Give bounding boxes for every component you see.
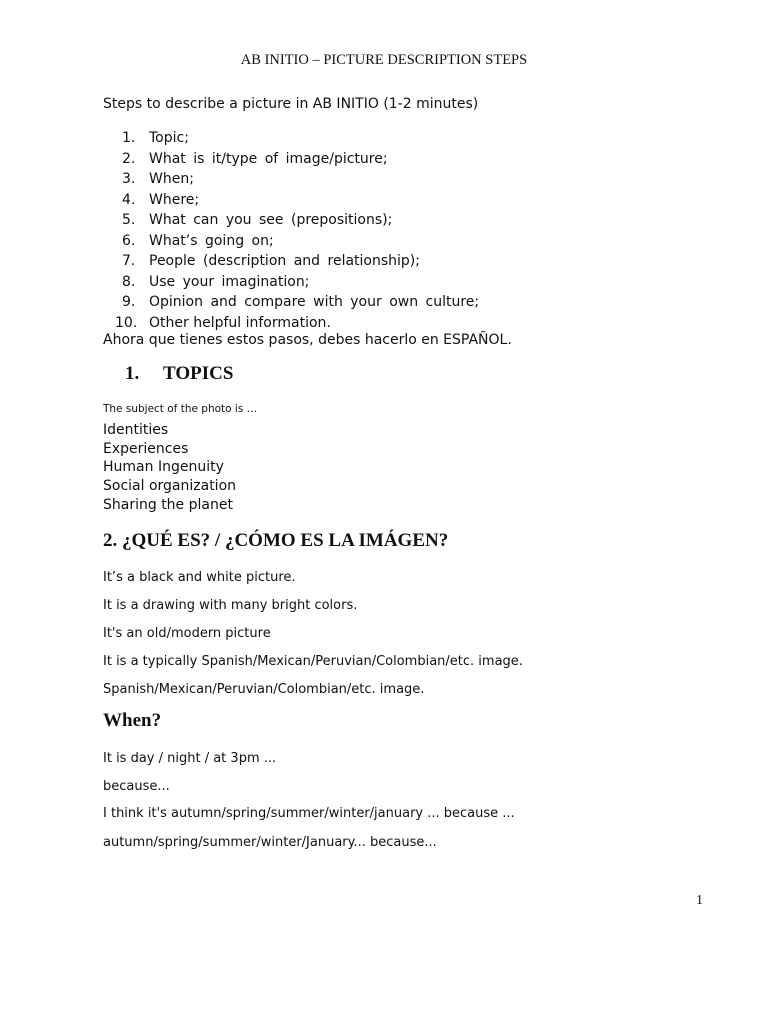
list-item: 9. Opinion and compare with your own culture; — [122, 294, 480, 310]
list-item: 10. Other helpful information. — [115, 314, 331, 331]
subject-line: The subject of the photo is … — [103, 403, 258, 415]
list-item: Experiences — [103, 440, 189, 457]
list-item: Social organization — [103, 478, 237, 495]
paragraph: Spanish/Mexican/Peruvian/Colombian/etc. image. — [103, 682, 425, 697]
section-heading-topics — [125, 363, 233, 385]
steps-list — [103, 128, 479, 333]
topics-list — [103, 421, 236, 515]
paragraph: It is a drawing with many bright colors. — [103, 598, 358, 613]
list-item: 4. Where; — [122, 191, 200, 208]
list-item: 3. When; — [122, 171, 194, 187]
paragraph: autumn/spring/summer/winter/January... because... — [103, 835, 437, 850]
intro-text: Steps to describe a picture in AB INITIO (1-2 minutes) — [103, 96, 479, 112]
page-number: 1 — [696, 893, 703, 908]
document-title: AB INITIO – PICTURE DESCRIPTION STEPS — [240, 52, 528, 68]
paragraph: because... — [103, 779, 170, 794]
paragraph: It’s a black and white picture. — [103, 570, 296, 585]
list-item: 7. People (description and relationship); — [122, 253, 420, 269]
paragraph: It is a typically Spanish/Mexican/Peruvian/Colombian/etc. image. — [103, 654, 523, 669]
list-item: 6. What’s going on; — [122, 232, 274, 249]
paragraph: I think it's autumn/spring/summer/winter/january ... because ... — [103, 806, 515, 821]
list-item: Identities — [103, 422, 169, 438]
closing-instruction: Ahora que tienes estos pasos, debes hacerlo en ESPAÑOL. — [103, 332, 512, 348]
list-item: 5. What can you see (prepositions); — [122, 212, 393, 228]
paragraph: It is day / night / at 3pm ... — [103, 751, 277, 766]
paragraph: It's an old/modern picture — [103, 626, 271, 641]
section-heading-que-es: 2. ¿QUÉ ES? / ¿CÓMO ES LA IMÁGEN? — [103, 530, 449, 551]
list-item: 2. What is it/type of image/picture; — [122, 150, 388, 167]
section-heading-when: When? — [103, 710, 162, 731]
section-number: 1. — [125, 363, 140, 384]
list-item: Human Ingenuity — [103, 459, 224, 476]
list-item: Sharing the planet — [103, 496, 233, 513]
section-title: TOPICS — [163, 363, 234, 384]
list-item: 8. Use your imagination; — [122, 273, 310, 290]
list-item: 1. Topic; — [122, 130, 189, 146]
